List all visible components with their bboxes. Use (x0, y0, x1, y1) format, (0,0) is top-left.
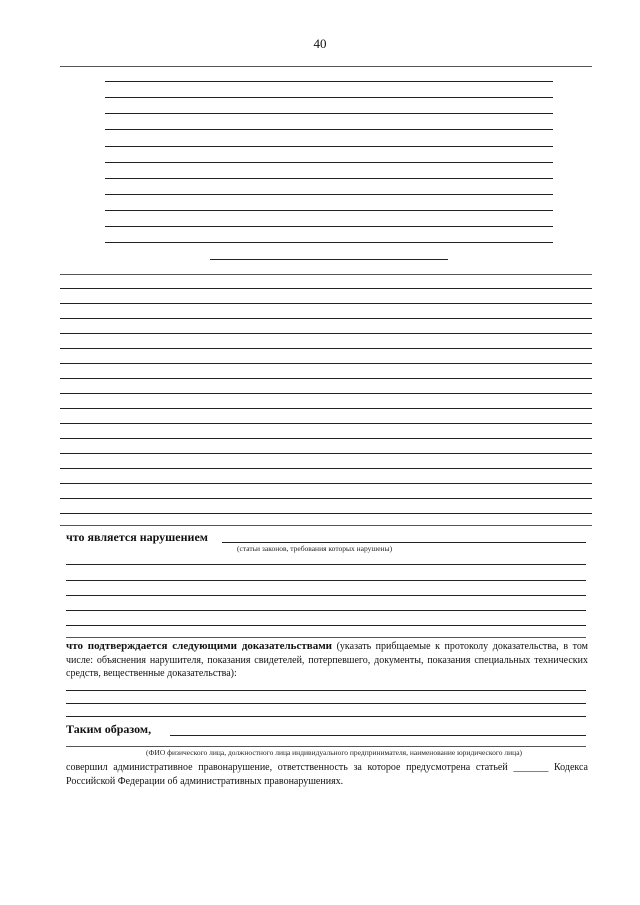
evidence-label: что подтверждается следующими доказательствами (66, 640, 333, 652)
blank-line-short (210, 259, 448, 260)
blank-line (66, 690, 586, 691)
blank-line (66, 595, 586, 596)
blank-line (105, 194, 553, 195)
blank-line (60, 423, 592, 424)
blank-line (60, 393, 592, 394)
blank-line (60, 363, 592, 364)
violation-label: что является нарушением (66, 530, 208, 544)
blank-line (105, 162, 553, 163)
blank-line (105, 81, 553, 82)
conclusion-label: Таким образом, (66, 722, 152, 736)
blank-line (60, 513, 592, 514)
blank-line (60, 525, 592, 526)
violation-caption: (статьи законов, требования которых нарушены) (237, 544, 393, 553)
conclusion-fill-line (170, 735, 586, 736)
blank-line (105, 146, 553, 147)
blank-line (60, 378, 592, 379)
blank-line (66, 564, 586, 565)
blank-line (60, 303, 592, 304)
blank-line (60, 483, 592, 484)
evidence-paragraph (66, 640, 588, 681)
blank-line (105, 210, 553, 211)
blank-line (105, 178, 553, 179)
conclusion-divider (66, 746, 586, 747)
blank-line (60, 498, 592, 499)
blank-line (66, 703, 586, 704)
blank-line (105, 97, 553, 98)
blank-line (60, 468, 592, 469)
conclusion-text: совершил административное правонарушение, ответственность за которое предусмотрена статьей _______ Кодекса Российской Федерации об административных правонарушениях. (66, 762, 588, 787)
blank-line (66, 637, 586, 638)
blank-line (105, 129, 553, 130)
blank-line (105, 226, 553, 227)
blank-line (60, 408, 592, 409)
blank-line (60, 333, 592, 334)
evidence-text: (указать прибщаемые к протоколу доказательства, в том числе: объяснения нарушителя, показания свидетелей, потерпевшего, документы, показания специальных технических средств, вещественные доказательства): (66, 641, 588, 679)
conclusion-caption: (ФИО физического лица, должностного лица индивидуального предпринимателя, наименование юридического лица) (146, 748, 523, 757)
page-number: 40 (313, 36, 327, 51)
blank-line (60, 288, 592, 289)
blank-line (66, 716, 586, 717)
blank-line (60, 318, 592, 319)
blank-line (66, 625, 586, 626)
blank-line (105, 113, 553, 114)
violation-fill-line (222, 542, 586, 543)
blank-line (66, 610, 586, 611)
blank-line (60, 348, 592, 349)
blank-line (60, 274, 592, 275)
blank-line (66, 580, 586, 581)
header-rule (60, 66, 592, 67)
blank-line (105, 242, 553, 243)
blank-line (60, 453, 592, 454)
blank-line (60, 438, 592, 439)
